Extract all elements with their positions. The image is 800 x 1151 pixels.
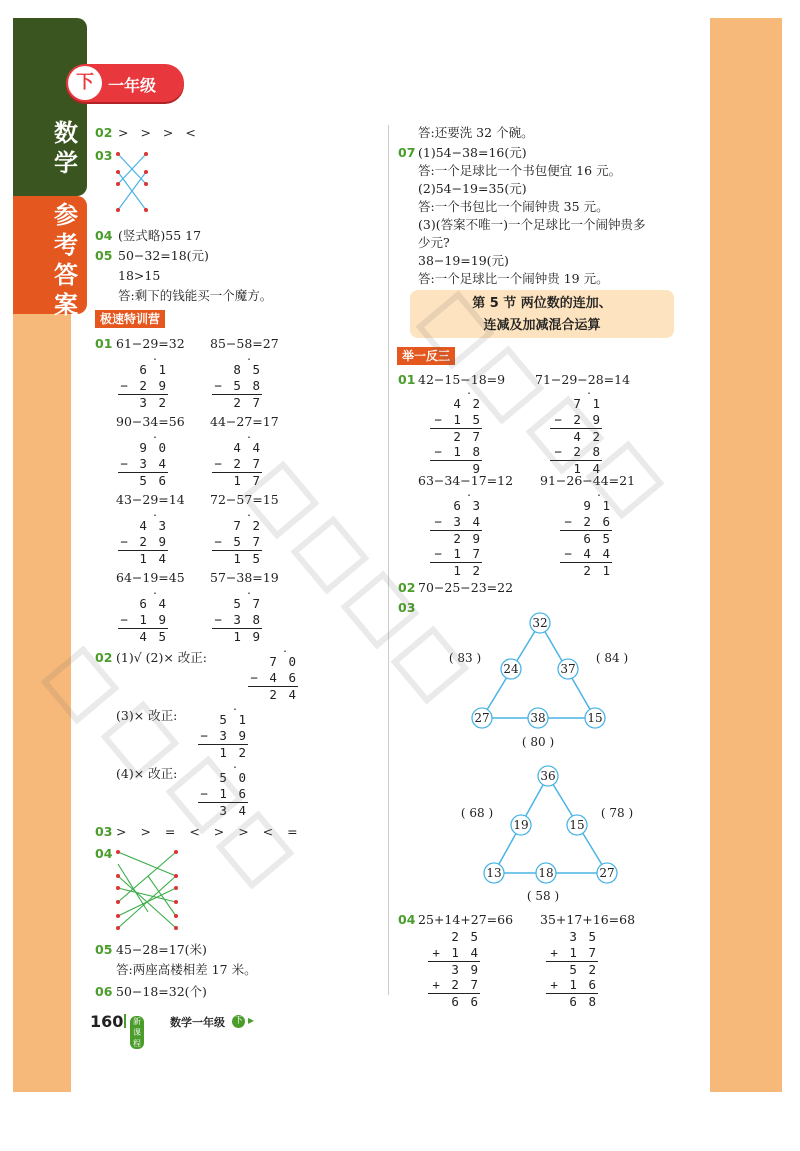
answer-text: 45−28=17(米)	[116, 942, 207, 957]
vertical-calc: . 4 4 − 2 7 1 7	[212, 432, 262, 488]
tri1-bm: 38	[530, 711, 546, 725]
answer-text: (3)(答案不唯一)一个足球比一个闹钟贵多	[418, 217, 646, 232]
vertical-calc: 2 5 + 1 4 3 9 + 2 7 6 6	[428, 929, 480, 1009]
number-triangle-2	[440, 760, 640, 905]
footer-title: 数学一年级	[170, 1016, 225, 1029]
vertical-calc: . 4 3 − 2 9 1 4	[118, 510, 168, 566]
answer-text: > > = < > > < =	[116, 824, 303, 839]
vertical-calc: . 5 0 − 1 6 3 4	[198, 762, 248, 818]
equation: 71−29−28=14	[535, 372, 631, 387]
equation: 43−29=14	[116, 492, 185, 507]
section-badge: 举一反三	[397, 347, 455, 365]
tri2-side-right: ( 78 )	[600, 806, 634, 820]
q-num: 03	[95, 824, 113, 839]
q-num: 01	[398, 372, 416, 387]
answer-text: 答:一个足球比一个书包便宜 16 元。	[418, 163, 622, 178]
q-num: 03	[398, 600, 416, 615]
tri2-side-left: ( 68 )	[460, 806, 494, 820]
equation: 91−26−44=21	[540, 473, 636, 488]
section-label: 参考答案	[54, 201, 78, 319]
equation: 63−34−17=12	[418, 473, 514, 488]
section-title-line1: 第 5 节 两位数的连加、	[472, 296, 612, 311]
answer-tab	[13, 196, 87, 319]
series-badge: 新课程	[130, 1016, 144, 1049]
vertical-calc: . 6 4 − 1 9 4 5	[118, 588, 168, 644]
grade-label: 一年级	[108, 76, 157, 95]
vertical-calc: . 6 3 − 3 4 2 9 − 1 7 1 2	[430, 490, 482, 578]
section-badge: 极速特训营	[95, 310, 165, 328]
equation: 72−57=15	[210, 492, 279, 507]
footer-grade-badge: 下	[233, 1016, 243, 1026]
vertical-calc: . 8 5 − 5 8 2 7	[212, 354, 262, 410]
answer-text: 18>15	[118, 268, 161, 283]
q-num: 07	[398, 145, 416, 160]
answer-text: 答:一个书包比一个闹钟贵 35 元。	[418, 199, 609, 214]
equation: 61−29=32	[116, 336, 185, 351]
vertical-calc: . 6 1 − 2 9 3 2	[118, 354, 168, 410]
tri2-top: 36	[540, 769, 556, 783]
vertical-calc: . 5 1 − 3 9 1 2	[198, 704, 248, 760]
tri1-side-right: ( 84 )	[595, 651, 629, 665]
q-num: 05	[95, 248, 113, 263]
tri2-bm: 18	[538, 866, 554, 880]
vertical-calc: . 4 2 − 1 5 2 7 − 1 8 9	[430, 388, 482, 476]
equation: 42−15−18=9	[418, 372, 506, 387]
footer-bar	[124, 1014, 126, 1028]
vertical-calc: . 9 1 − 2 6 6 5 − 4 4 2 1	[560, 490, 612, 578]
q-num: 04	[95, 228, 113, 243]
vertical-calc: 3 5 + 1 7 5 2 + 1 6 6 8	[546, 929, 598, 1009]
vertical-calc: . 5 7 − 3 8 1 9	[212, 588, 262, 644]
answer-text: 答:剩下的钱能买一个魔方。	[118, 288, 273, 303]
answer-text: (1)√ (2)× 改正:	[116, 650, 208, 665]
answer-text: (竖式略)55 17	[118, 228, 202, 243]
tri1-side-bottom: ( 80 )	[521, 735, 555, 749]
vertical-calc: . 9 0 − 3 4 5 6	[118, 432, 168, 488]
tri2-bl: 13	[486, 866, 502, 880]
q-num: 04	[398, 912, 416, 927]
q-num: 02	[95, 650, 113, 665]
answer-text: 少元?	[418, 235, 450, 250]
column-divider	[388, 125, 389, 995]
tri1-bl: 27	[474, 711, 490, 725]
tri1-side-left: ( 83 )	[448, 651, 482, 665]
equation: 25+14+27=66	[418, 912, 514, 927]
equation: 64−19=45	[116, 570, 185, 585]
equation: 35+17+16=68	[540, 912, 636, 927]
equation: 85−58=27	[210, 336, 279, 351]
right-margin-strip	[710, 18, 782, 1092]
answer-text: 答:一个足球比一个闹钟贵 19 元。	[418, 271, 609, 286]
answer-text: 50−18=32(个)	[116, 984, 207, 999]
section-title-line2: 连减及加减混合运算	[483, 318, 601, 333]
answer-text: 70−25−23=22	[418, 580, 514, 595]
vertical-calc: . 7 1 − 2 9 4 2 − 2 8 1 4	[550, 388, 602, 476]
q-num: 03	[95, 148, 113, 163]
answer-text: 答:两座高楼相差 17 米。	[116, 962, 257, 977]
q-num: 06	[95, 984, 113, 999]
number-triangle-1	[440, 605, 640, 750]
section-title-box	[410, 290, 674, 338]
q-num: 04	[95, 846, 113, 861]
subject-label: 数学	[54, 119, 78, 177]
q-num: 02	[95, 125, 113, 140]
tri1-top: 32	[532, 616, 548, 630]
q-num: 05	[95, 942, 113, 957]
vertical-calc: . 7 2 − 5 7 1 5	[212, 510, 262, 566]
grade-badge: 下	[68, 66, 102, 100]
tri1-br: 15	[587, 711, 603, 725]
answer-text: (3)× 改正:	[116, 708, 178, 723]
answer-text: > > > <	[118, 125, 200, 140]
equation: 57−38=19	[210, 570, 279, 585]
answer-text: (2)54−19=35(元)	[418, 181, 527, 196]
subject-tab	[13, 18, 87, 196]
equation: 90−34=56	[116, 414, 185, 429]
tri1-mr: 37	[560, 662, 576, 676]
equation: 44−27=17	[210, 414, 279, 429]
answer-text: 50−32=18(元)	[118, 248, 209, 263]
answer-text: (1)54−38=16(元)	[418, 145, 527, 160]
matching-diagram-2	[112, 846, 192, 938]
matching-diagram-1	[112, 150, 156, 216]
vertical-calc: . 7 0 − 4 6 2 4	[248, 646, 298, 702]
answer-text: 答:还要洗 32 个碗。	[418, 125, 534, 140]
arrow-right-icon: ▸	[248, 1013, 255, 1027]
tri2-ml: 19	[513, 818, 529, 832]
answer-text: (4)× 改正:	[116, 766, 178, 781]
q-num: 01	[95, 336, 113, 351]
page-number: 160	[90, 1012, 124, 1031]
tri1-ml: 24	[503, 662, 519, 676]
tri2-mr: 15	[569, 818, 585, 832]
tri2-br: 27	[599, 866, 615, 880]
q-num: 02	[398, 580, 416, 595]
answer-text: 38−19=19(元)	[418, 253, 509, 268]
tri2-side-bottom: ( 58 )	[526, 889, 560, 903]
